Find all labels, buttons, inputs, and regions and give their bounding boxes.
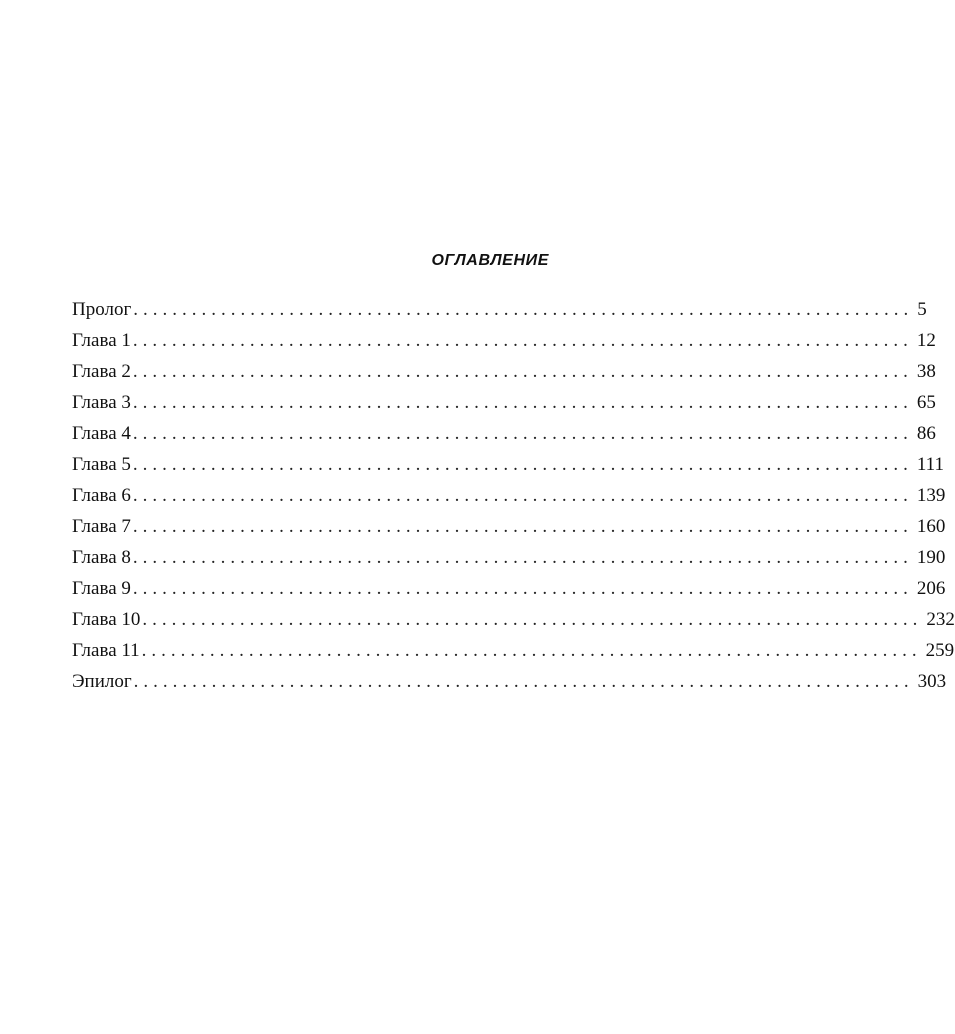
toc-entry-page: 86 xyxy=(916,423,936,444)
toc-entry-label: Эпилог xyxy=(72,671,132,692)
toc-entry-chapter-11 xyxy=(72,635,955,666)
toc-entry-prologue xyxy=(72,294,927,325)
dot-leader: ................................................................................ xyxy=(133,671,914,692)
toc-entry-label: Глава 4 xyxy=(72,423,131,444)
dot-leader: ................................................................................ xyxy=(132,330,913,351)
toc-entry-page: 206 xyxy=(916,578,946,599)
dot-leader: ................................................................................ xyxy=(132,361,913,382)
dot-leader: ................................................................................ xyxy=(142,609,923,630)
dot-leader: ................................................................................ xyxy=(132,423,913,444)
toc-entry-page: 111 xyxy=(916,454,944,475)
toc-entry-label: Глава 9 xyxy=(72,578,131,599)
dot-leader: ................................................................................ xyxy=(132,547,913,568)
dot-leader: ................................................................................ xyxy=(133,299,914,320)
toc-entry-label: Глава 3 xyxy=(72,392,131,413)
toc-entry-epilogue xyxy=(72,666,947,697)
toc-entry-page: 65 xyxy=(916,392,936,413)
toc-entry-label: Пролог xyxy=(72,299,132,320)
toc-entry-page: 139 xyxy=(916,485,946,506)
dot-leader: ................................................................................ xyxy=(132,392,913,413)
toc-entry-label: Глава 1 xyxy=(72,330,131,351)
toc-entry-label: Глава 10 xyxy=(72,609,141,630)
toc-entry-page: 259 xyxy=(925,640,955,661)
dot-leader: ................................................................................ xyxy=(132,516,913,537)
toc-entry-label: Глава 2 xyxy=(72,361,131,382)
toc-entry-page: 38 xyxy=(916,361,936,382)
toc-entry-chapter-1 xyxy=(72,325,936,356)
dot-leader: ................................................................................ xyxy=(132,578,913,599)
toc-entry-page: 160 xyxy=(916,516,946,537)
toc-entry-page: 12 xyxy=(916,330,936,351)
toc-entry-page: 232 xyxy=(926,609,955,630)
toc-entry-chapter-7 xyxy=(72,511,946,542)
toc-entry-label: Глава 11 xyxy=(72,640,140,661)
toc-entry-chapter-4 xyxy=(72,418,936,449)
toc-entry-page: 190 xyxy=(916,547,946,568)
toc-entry-chapter-5 xyxy=(72,449,944,480)
toc-entry-label: Глава 8 xyxy=(72,547,131,568)
toc-entry-chapter-9 xyxy=(72,573,946,604)
table-of-contents xyxy=(72,294,955,697)
page-title: ОГЛАВЛЕНИЕ xyxy=(431,252,549,269)
toc-entry-chapter-2 xyxy=(72,356,936,387)
toc-entry-chapter-10 xyxy=(72,604,955,635)
toc-entry-chapter-8 xyxy=(72,542,946,573)
toc-entry-chapter-3 xyxy=(72,387,936,418)
toc-entry-page: 303 xyxy=(917,671,947,692)
toc-entry-page: 5 xyxy=(917,299,927,320)
dot-leader: ................................................................................ xyxy=(132,485,913,506)
toc-entry-chapter-6 xyxy=(72,480,946,511)
toc-entry-label: Глава 7 xyxy=(72,516,131,537)
dot-leader: ................................................................................ xyxy=(132,454,913,475)
toc-entry-label: Глава 5 xyxy=(72,454,131,475)
toc-entry-label: Глава 6 xyxy=(72,485,131,506)
dot-leader: ................................................................................ xyxy=(141,640,922,661)
